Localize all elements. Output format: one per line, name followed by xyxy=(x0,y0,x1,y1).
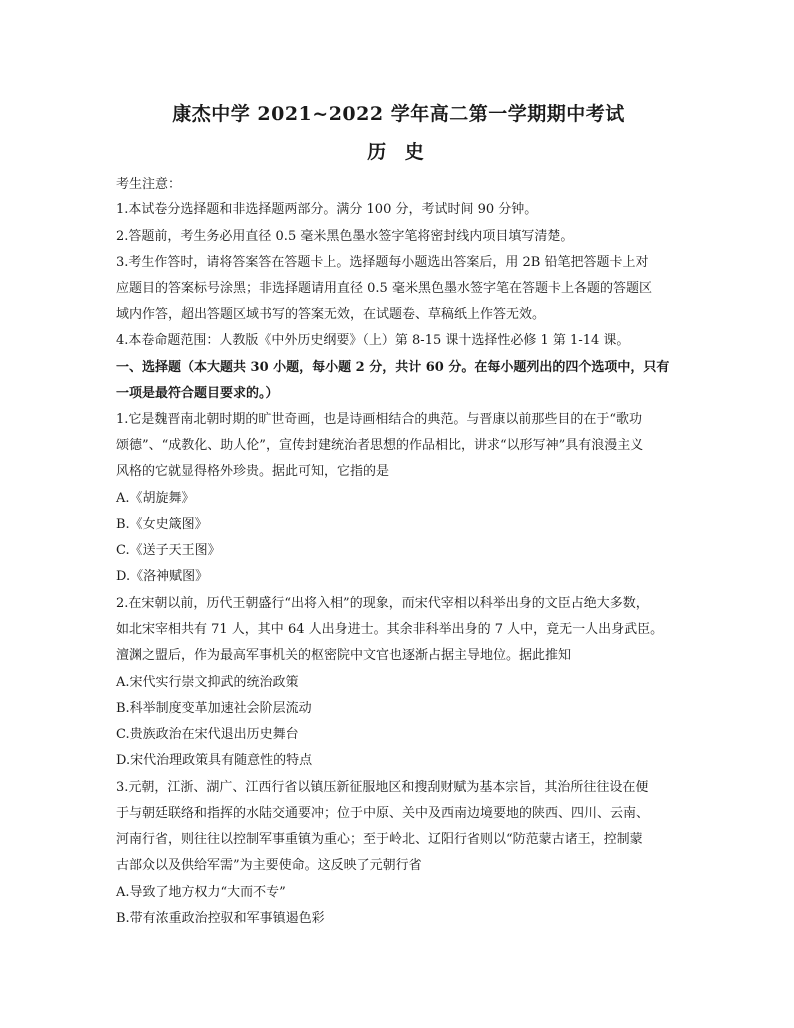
notice-line: 应题目的答案标号涂黑；非选择题请用直径 0.5 毫米黑色墨水签字笔在答题卡上各题的答题区 xyxy=(116,281,652,296)
option-d: D.《洛神赋图》 xyxy=(116,569,209,584)
question-stem: 古部众以及供给军需”为主要使命。这反映了元朝行省 xyxy=(116,858,422,873)
notice-line: 1.本试卷分选择题和非选择题两部分。满分 100 分，考试时间 90 分钟。 xyxy=(116,202,538,217)
question-stem: 河南行省，则往往以控制军事重镇为重心；至于岭北、辽阳行省则以“防范蒙古诸王，控制蒙 xyxy=(116,832,643,847)
notice-line: 2.答题前，考生务必用直径 0.5 毫米黑色墨水签字笔将密封线内项目填写清楚。 xyxy=(116,229,574,244)
option-a: A.导致了地方权力“大而不专” xyxy=(116,885,286,900)
question-stem: 1.它是魏晋南北朝时期的旷世奇画，也是诗画相结合的典范。与晋康以前那些目的在于“歌功 xyxy=(116,412,643,427)
question-stem: 颂德”、“成教化、助人伦”，宣传封建统治者思想的作品相比，讲求“以形写神”具有浪漫主义 xyxy=(116,438,644,453)
option-a: A.《胡旋舞》 xyxy=(116,491,195,506)
option-c: C.贵族政治在宋代退出历史舞台 xyxy=(116,727,299,742)
exam-title: 康杰中学 2021~2022 学年高二第一学期期中考试 xyxy=(172,103,625,125)
option-b: B.科举制度变革加速社会阶层流动 xyxy=(116,701,312,716)
question-stem: 3.元朝，江浙、湖广、江西行省以镇压新征服地区和搜刮财赋为基本宗旨，其治所往往设在便 xyxy=(116,780,649,795)
section-heading: 一、选择题（本大题共 30 小题，每小题 2 分，共计 60 分。在每小题列出的四个选项中，只有 xyxy=(116,360,670,375)
notice-line: 3.考生作答时，请将答案答在答题卡上。选择题每小题选出答案后，用 2B 铅笔把答题卡上对 xyxy=(116,255,649,270)
question-stem: 于与朝廷联络和指挥的水陆交通要冲；位于中原、关中及西南边境要地的陕西、四川、云南、 xyxy=(116,806,650,821)
option-b: B.《女史箴图》 xyxy=(116,517,208,532)
question-stem: 风格的它就显得格外珍贵。据此可知，它指的是 xyxy=(116,464,390,479)
notice-heading: 考生注意： xyxy=(116,177,182,192)
question-stem: 2.在宋朝以前，历代王朝盛行“出将入相”的现象，而宋代宰相以科举出身的文臣占绝大多数， xyxy=(116,596,649,611)
section-heading: 一项是最符合题目要求的。） xyxy=(116,386,279,401)
option-c: C.《送子天王图》 xyxy=(116,543,221,558)
option-d: D.宋代治理政策具有随意性的特点 xyxy=(116,753,313,768)
option-b: B.带有浓重政治控驭和军事镇遏色彩 xyxy=(116,911,325,926)
question-stem: 澶渊之盟后，作为最高军事机关的枢密院中文官也逐渐占据主导地位。据此推知 xyxy=(116,648,572,663)
notice-line: 4.本卷命题范围：人教版《中外历史纲要》（上）第 8-15 课十选择性必修 1 第 1-14 课。 xyxy=(116,333,630,348)
exam-subject: 历 史 xyxy=(367,141,430,163)
question-stem: 如北宋宰相共有 71 人，其中 64 人出身进士。其余非科举出身的 7 人中，竟无一人出身武臣。 xyxy=(116,622,664,637)
option-a: A.宋代实行崇文抑武的统治政策 xyxy=(116,675,299,690)
notice-line: 域内作答，超出答题区域书写的答案无效，在试题卷、草稿纸上作答无效。 xyxy=(116,307,546,322)
